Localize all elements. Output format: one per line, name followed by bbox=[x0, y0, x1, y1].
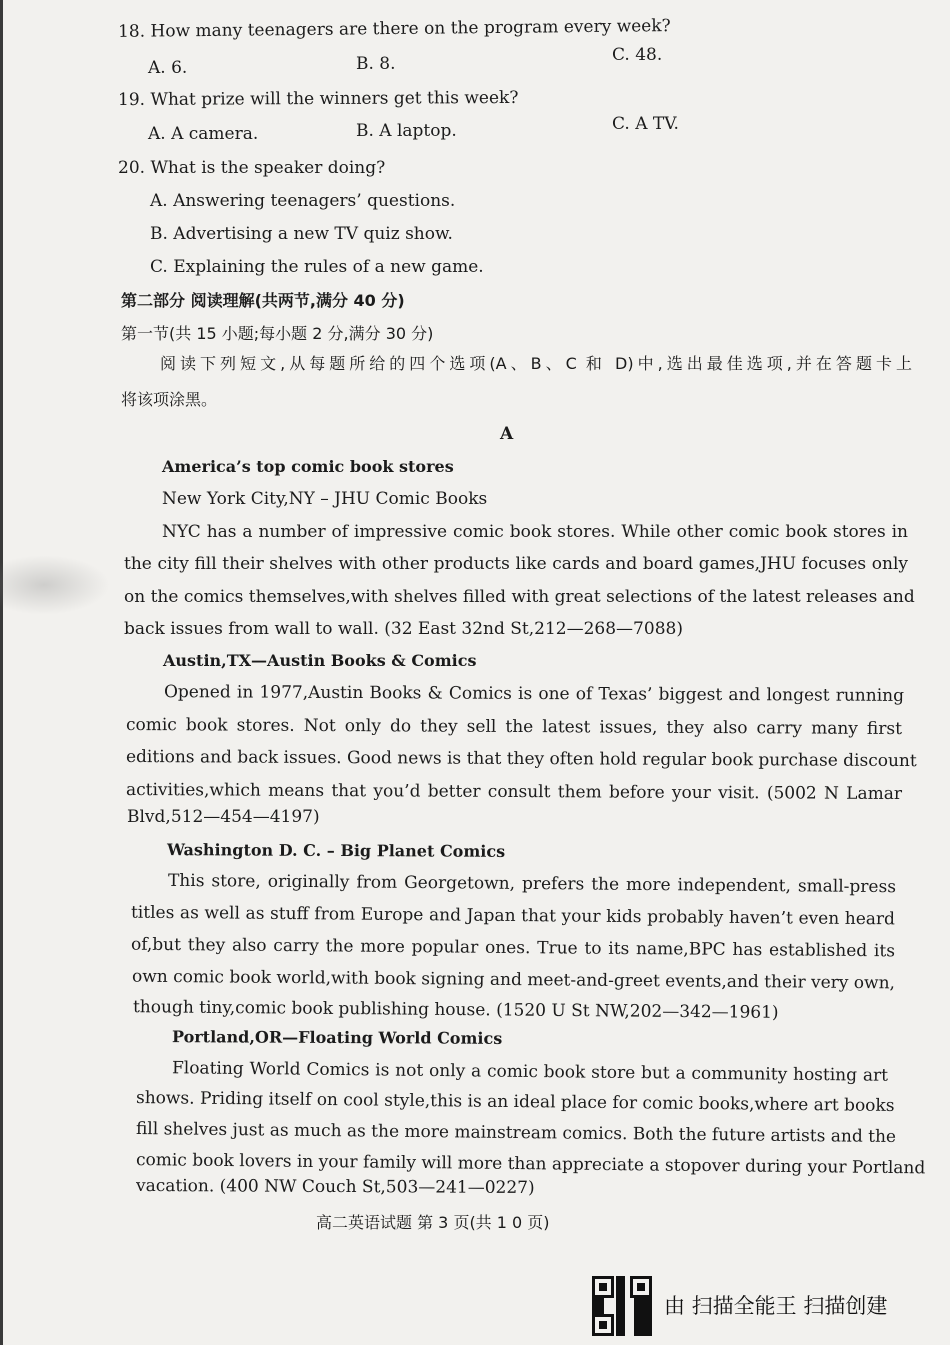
question-18: 18. How many teenagers are there on the program every week? bbox=[117, 16, 671, 42]
q20-option-c: C. Explaining the rules of a new game. bbox=[150, 257, 484, 277]
store-3-line-4: own comic book world,with book signing and meet-and-greet events,and their very own, bbox=[131, 966, 896, 994]
store-2-line-5: Blvd,512—454—4197) bbox=[127, 807, 320, 827]
store-4-line-5: vacation. (400 NW Couch St,503—241—0227) bbox=[135, 1175, 535, 1199]
q18-option-c: C. 48. bbox=[612, 45, 663, 65]
scan-smudge bbox=[0, 555, 110, 615]
q19-option-c: C. A TV. bbox=[612, 114, 679, 134]
question-20: 20. What is the speaker doing? bbox=[118, 158, 386, 178]
instructions-line-1: 阅读下列短文,从每题所给的四个选项(A、B、C 和 D)中,选出最佳选项,并在答题卡上 bbox=[160, 354, 912, 373]
q18-option-b: B. 8. bbox=[356, 54, 396, 74]
q19-option-b: B. A laptop. bbox=[356, 121, 457, 141]
store-4-line-2: shows. Priding itself on cool style,this is an ideal place for comic books,where art books bbox=[135, 1088, 895, 1117]
store-2-line-2: comic book stores. Not only do they sell the latest issues, they also carry many first bbox=[125, 714, 903, 740]
store-1-line-1: NYC has a number of impressive comic book stores. While other comic book stores in bbox=[162, 522, 908, 542]
q19-option-a: A. A camera. bbox=[148, 124, 259, 144]
page-footer: 高二英语试题 第 3 页(共 1 0 页) bbox=[316, 1213, 550, 1232]
instructions-line-2: 将该项涂黑。 bbox=[121, 390, 218, 409]
store-2-line-3: editions and back issues. Good news is that they often hold regular book purchase discount bbox=[125, 746, 917, 772]
q20-option-a: A. Answering teenagers’ questions. bbox=[150, 191, 456, 211]
store-3-line-1: This store, originally from Georgetown, prefers the more independent, small-press bbox=[167, 870, 897, 898]
passage-label: A bbox=[500, 424, 514, 444]
store-3-line-5: though tiny,comic book publishing house. (1520 U St NW,202—342—1961) bbox=[132, 997, 779, 1023]
store-4-line-4: comic book lovers in your family will more than appreciate a stopover during your Portland bbox=[135, 1150, 926, 1179]
store-4-line-3: fill shelves just as much as the more mainstream comics. Both the future artists and the bbox=[135, 1119, 897, 1148]
q18-option-a: A. 6. bbox=[148, 58, 188, 78]
scanner-watermark: 由 扫描全能王 扫描创建 bbox=[664, 1294, 888, 1318]
store-1-line-2: the city fill their shelves with other products like cards and board games,JHU focuses only bbox=[124, 554, 908, 574]
store-3-heading: Washington D. C. – Big Planet Comics bbox=[166, 840, 506, 861]
section-one-heading: 第一节(共 15 小题;每小题 2 分,满分 30 分) bbox=[121, 324, 434, 343]
passage-title: America’s top comic book stores bbox=[162, 457, 454, 476]
q20-option-b: B. Advertising a new TV quiz show. bbox=[150, 224, 453, 244]
store-2-line-1: Opened in 1977,Austin Books & Comics is one of Texas’ biggest and longest running bbox=[163, 682, 905, 706]
store-4-heading: Portland,OR—Floating World Comics bbox=[171, 1027, 503, 1048]
question-19: 19. What prize will the winners get this week? bbox=[117, 87, 519, 111]
store-3-line-2: titles as well as stuff from Europe and Japan that your kids probably haven’t even heard bbox=[130, 902, 896, 930]
store-4-line-1: Floating World Comics is not only a comic book store but a community hosting art bbox=[171, 1058, 889, 1086]
store-1-line-3: on the comics themselves,with shelves filled with great selections of the latest releases and bbox=[124, 587, 915, 607]
part-two-heading: 第二部分 阅读理解(共两节,满分 40 分) bbox=[121, 291, 405, 310]
store-1-line-4: back issues from wall to wall. (32 East 32nd St,212—268—7088) bbox=[124, 619, 683, 639]
store-3-line-3: of,but they also carry the more popular ones. True to its name,BPC has established its bbox=[130, 934, 896, 962]
store-2-line-4: activities,which means that you’d better consult them before your visit. (5002 N Lamar bbox=[125, 779, 903, 805]
store-2-heading: Austin,TX—Austin Books & Comics bbox=[163, 651, 477, 670]
store-1-heading: New York City,NY – JHU Comic Books bbox=[162, 489, 488, 509]
page-edge-shadow bbox=[0, 0, 3, 1345]
qr-code-icon bbox=[592, 1276, 652, 1336]
